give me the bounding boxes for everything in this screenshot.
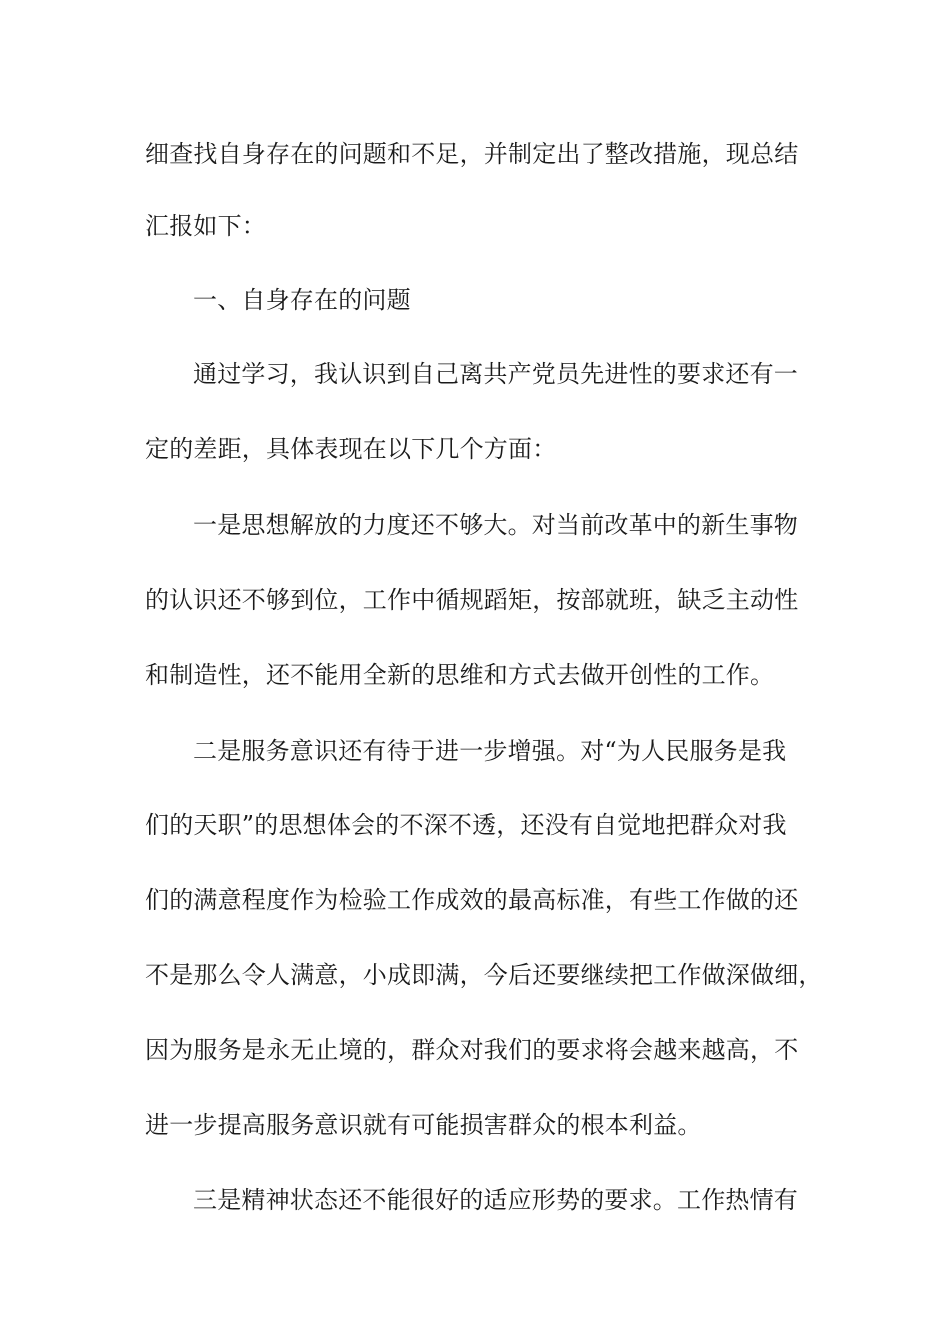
text-line: 汇报如下： xyxy=(145,212,266,240)
text-line: 通过学习，我认识到自己离共产党员先进性的要求还有一 xyxy=(193,360,798,388)
text-line: 二是服务意识还有待于进一步增强。对“为人民服务是我 xyxy=(193,737,787,765)
text-line: 不是那么令人满意，小成即满，今后还要继续把工作做深做细， xyxy=(145,961,823,989)
section-heading: 一、自身存在的问题 xyxy=(193,286,411,314)
text-line: 的认识还不够到位，工作中循规蹈矩，按部就班，缺乏主动性 xyxy=(145,586,799,614)
text-line: 进一步提高服务意识就有可能损害群众的根本利益。 xyxy=(145,1111,702,1139)
text-line: 定的差距，具体表现在以下几个方面： xyxy=(145,435,557,463)
text-line: 和制造性，还不能用全新的思维和方式去做开创性的工作。 xyxy=(145,661,775,689)
text-line: 一是思想解放的力度还不够大。对当前改革中的新生事物 xyxy=(193,511,798,539)
text-line: 细查找自身存在的问题和不足，并制定出了整改措施，现总结 xyxy=(145,140,799,168)
text-line: 们的满意程度作为检验工作成效的最高标准，有些工作做的还 xyxy=(145,886,799,914)
text-line: 三是精神状态还不能很好的适应形势的要求。工作热情有 xyxy=(193,1186,798,1214)
text-line: 们的天职”的思想体会的不深不透，还没有自觉地把群众对我 xyxy=(145,811,787,839)
text-line: 因为服务是永无止境的，群众对我们的要求将会越来越高，不 xyxy=(145,1036,799,1064)
